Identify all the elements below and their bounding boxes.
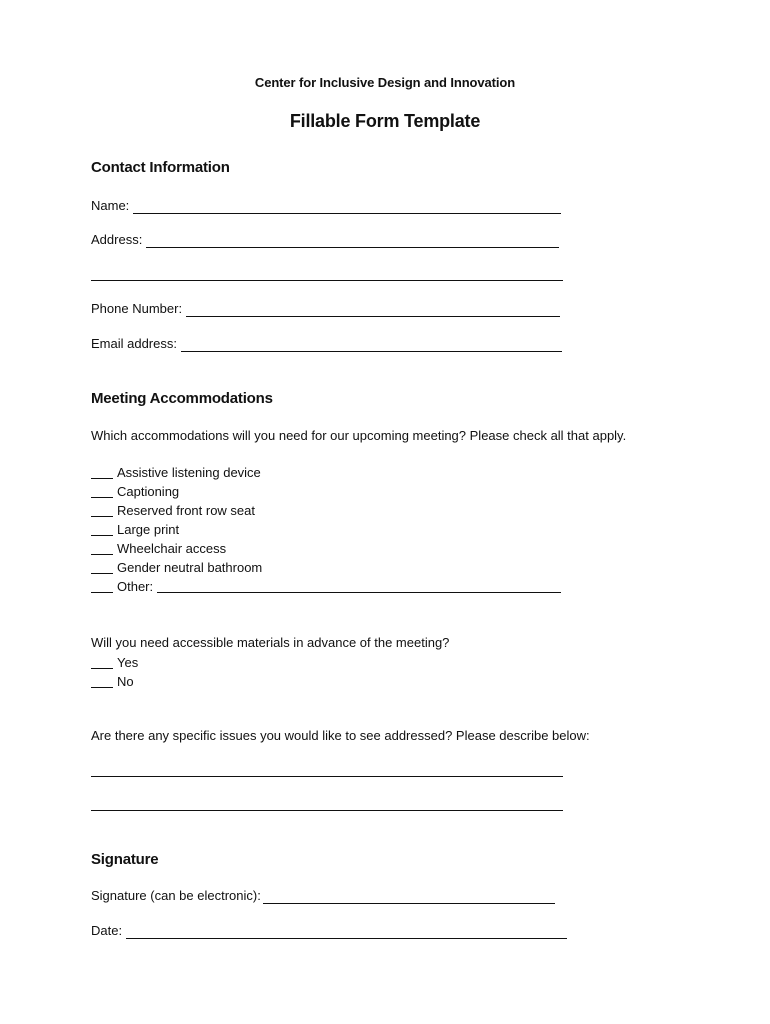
address-label: Address: bbox=[91, 232, 143, 247]
option-label: Reserved front row seat bbox=[117, 503, 256, 518]
option-label: Captioning bbox=[117, 484, 180, 499]
checkbox-blank[interactable] bbox=[91, 656, 113, 669]
option-label: Yes bbox=[117, 655, 139, 670]
list-item bbox=[91, 501, 561, 520]
contact-section-heading: Contact Information bbox=[91, 159, 230, 176]
signature-field[interactable] bbox=[263, 890, 555, 904]
checkbox-blank[interactable] bbox=[91, 542, 113, 555]
date-field-row bbox=[91, 923, 567, 939]
email-label: Email address: bbox=[91, 336, 177, 351]
email-field[interactable] bbox=[181, 338, 562, 352]
list-item bbox=[91, 539, 561, 558]
phone-field[interactable] bbox=[186, 303, 560, 317]
email-field-row bbox=[91, 336, 562, 352]
issues-field-line-2[interactable] bbox=[91, 810, 563, 811]
checkbox-blank[interactable] bbox=[91, 675, 113, 688]
signature-field-row bbox=[91, 888, 555, 904]
checkbox-blank[interactable] bbox=[91, 485, 113, 498]
list-item bbox=[91, 482, 561, 501]
signature-label: Signature (can be electronic): bbox=[91, 888, 261, 903]
checkbox-blank[interactable] bbox=[91, 466, 113, 479]
checkbox-blank[interactable] bbox=[91, 561, 113, 574]
other-accommodation-field[interactable] bbox=[157, 579, 561, 593]
page-title: Fillable Form Template bbox=[289, 111, 481, 131]
option-label: No bbox=[117, 674, 134, 689]
materials-checklist bbox=[91, 653, 138, 691]
accommodations-question: Which accommodations will you need for our upcoming meeting? Please check all that apply. bbox=[91, 428, 627, 443]
address-field-row bbox=[91, 232, 559, 248]
address-field[interactable] bbox=[146, 234, 559, 248]
name-field-row bbox=[91, 198, 561, 214]
checkbox-blank[interactable] bbox=[91, 504, 113, 517]
issues-question: Are there any specific issues you would like to see addressed? Please describe below: bbox=[91, 728, 590, 743]
list-item bbox=[91, 577, 561, 596]
list-item bbox=[91, 672, 138, 691]
accommodations-checklist bbox=[91, 463, 561, 596]
list-item bbox=[91, 463, 561, 482]
materials-question: Will you need accessible materials in advance of the meeting? bbox=[91, 635, 450, 650]
phone-label: Phone Number: bbox=[91, 301, 183, 316]
signature-section-heading: Signature bbox=[91, 851, 159, 868]
issues-field-line-1[interactable] bbox=[91, 776, 563, 777]
option-label: Assistive listening device bbox=[117, 465, 261, 480]
option-label: Other: bbox=[117, 579, 154, 594]
checkbox-blank[interactable] bbox=[91, 580, 113, 593]
option-label: Wheelchair access bbox=[117, 541, 227, 556]
list-item bbox=[91, 653, 138, 672]
option-label: Gender neutral bathroom bbox=[117, 560, 263, 575]
list-item bbox=[91, 558, 561, 577]
date-label: Date: bbox=[91, 923, 123, 938]
checkbox-blank[interactable] bbox=[91, 523, 113, 536]
name-field[interactable] bbox=[133, 200, 561, 214]
date-field[interactable] bbox=[126, 925, 567, 939]
list-item bbox=[91, 520, 561, 539]
option-label: Large print bbox=[117, 522, 180, 537]
address-line-2-field[interactable] bbox=[91, 280, 563, 281]
name-label: Name: bbox=[91, 198, 130, 213]
phone-field-row bbox=[91, 301, 560, 317]
accommodations-section-heading: Meeting Accommodations bbox=[91, 390, 273, 407]
organization-name: Center for Inclusive Design and Innovation bbox=[254, 75, 516, 90]
